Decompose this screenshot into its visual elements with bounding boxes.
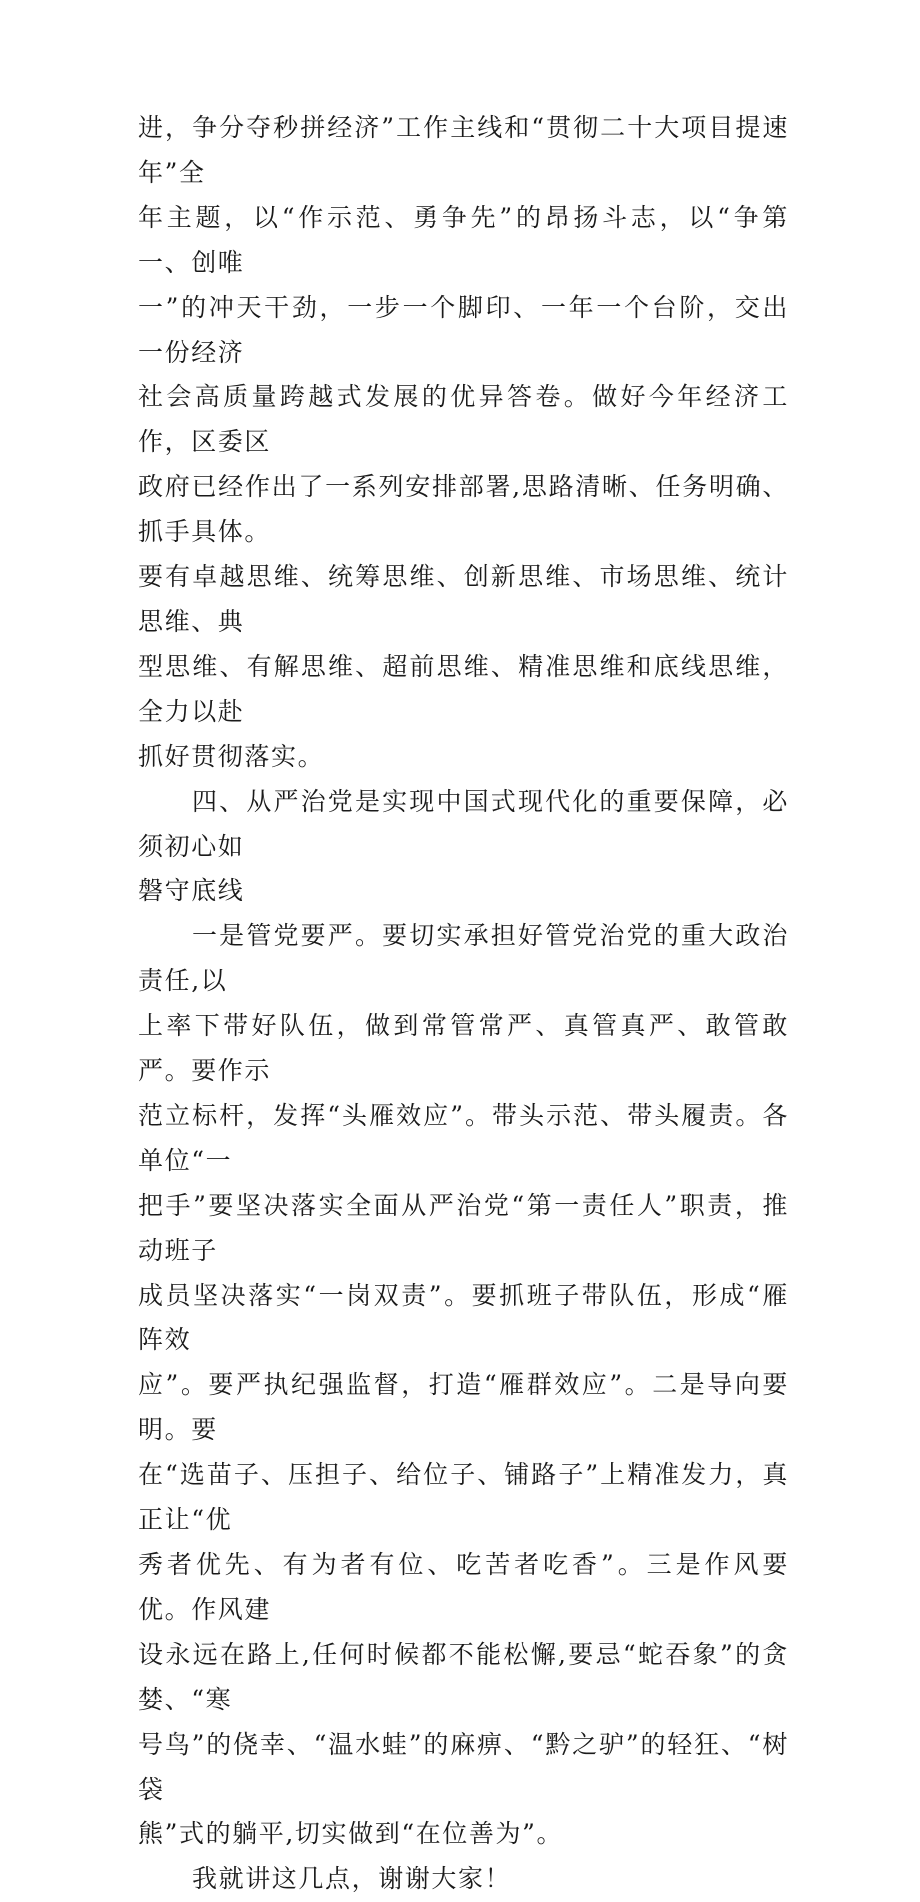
text-line: 四、从严治党是实现中国式现代化的重要保障，必须初心如 [138,786,789,861]
text-line: 我就讲这几点，谢谢大家！ [192,1864,512,1894]
text-line: 一是管党要严。要切实承担好管党治党的重大政治责任,以 [138,921,789,996]
text-line: 磐守底线 [138,876,245,906]
text-line: 应”。要严执纪强监督，打造“雁群效应”。二是导向要明。要 [138,1370,789,1445]
paragraph-economic-work [138,106,789,780]
text-line: 把手”要坚决落实全面从严治党“第一责任人”职责，推动班子 [138,1190,789,1265]
text-line: 型思维、有解思维、超前思维、精准思维和底线思维，全力以赴 [138,651,789,726]
document-body [138,106,789,1902]
paragraph-party-management [138,914,789,1857]
text-line: 秀者优先、有为者有位、吃苦者吃香”。三是作风要优。作风建 [138,1550,789,1624]
text-line: 政府已经作出了一系列安排部署,思路清晰、任务明确、抓手具体。 [138,472,789,547]
closing-remark [138,1857,789,1902]
text-line: 号鸟”的侥幸、“温水蛙”的麻痹、“黔之驴”的轻狂、“树袋 [138,1729,789,1804]
text-line: 成员坚决落实“一岗双责”。要抓班子带队伍，形成“雁阵效 [138,1280,789,1355]
text-line: 上率下带好队伍，做到常管常严、真管真严、敢管敢严。要作示 [138,1011,789,1086]
text-line: 熊”式的躺平,切实做到“在位善为”。 [138,1819,564,1849]
section-heading-party-governance [138,780,789,915]
text-line: 抓好贯彻落实。 [138,741,325,771]
text-line: 要有卓越思维、统筹思维、创新思维、市场思维、统计思维、典 [138,562,789,636]
text-line: 社会高质量跨越式发展的优异答卷。做好今年经济工作，区委区 [138,382,789,457]
text-line: 设永远在路上,任何时候都不能松懈,要忌“蛇吞象”的贪婪、“寒 [138,1639,789,1714]
text-line: 一”的冲天干劲，一步一个脚印、一年一个台阶，交出一份经济 [138,292,789,367]
text-line: 进，争分夺秒拼经济”工作主线和“贯彻二十大项目提速年”全 [138,113,789,187]
text-line: 年主题，以“作示范、勇争先”的昂扬斗志，以“争第一、创唯 [138,202,789,277]
text-line: 范立标杆，发挥“头雁效应”。带头示范、带头履责。各单位“一 [138,1100,789,1175]
text-line: 在“选苗子、压担子、给位子、铺路子”上精准发力，真正让“优 [138,1460,789,1535]
